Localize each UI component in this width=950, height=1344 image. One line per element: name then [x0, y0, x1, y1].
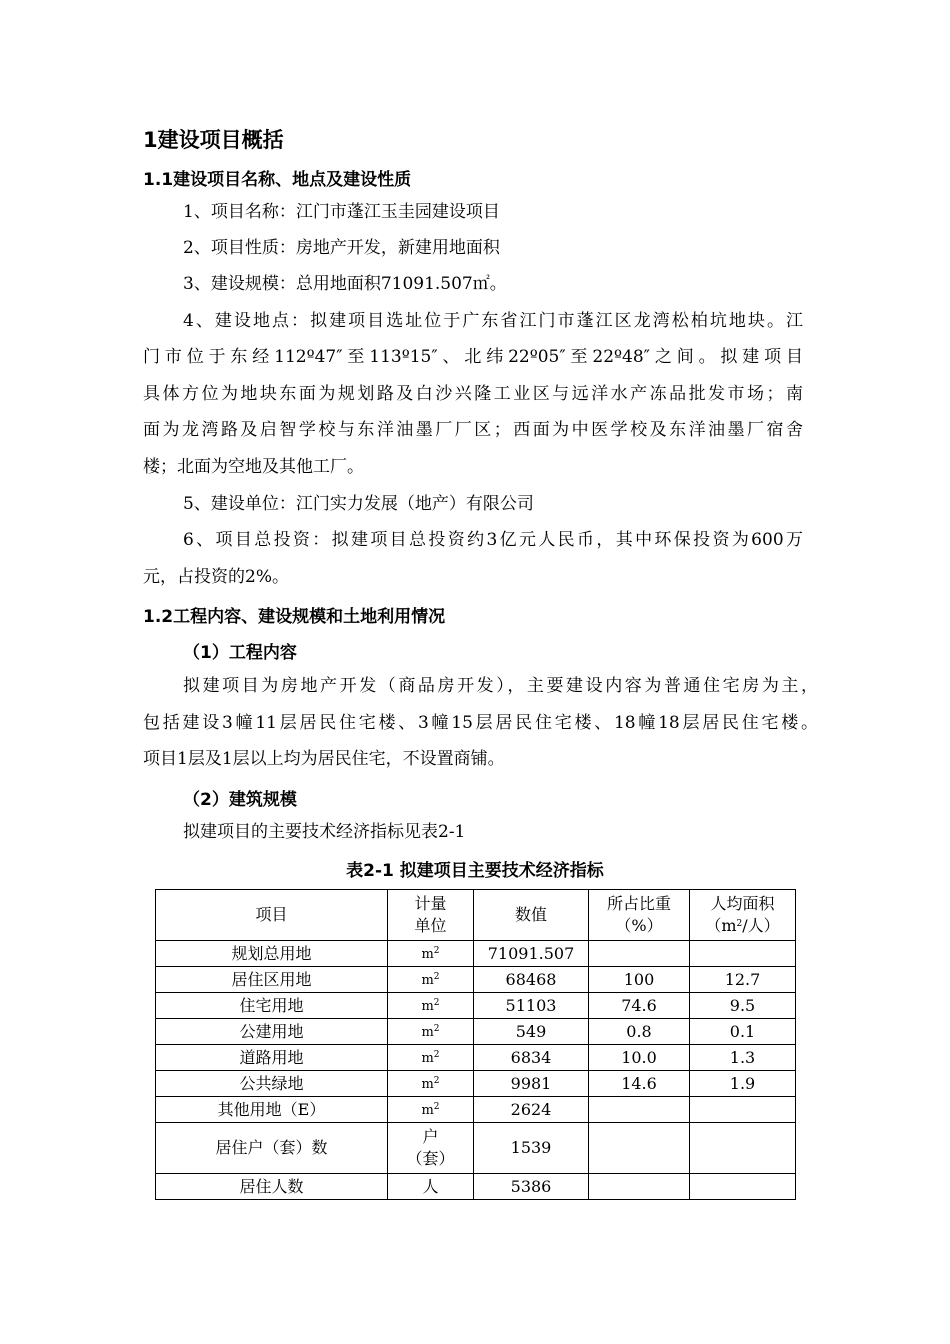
cell-unit-sup: 2	[433, 945, 440, 956]
cell-value: 549	[474, 1019, 589, 1045]
header-ratio-line1: 所占比重	[606, 894, 671, 913]
cell-ratio	[589, 941, 690, 967]
cell-item: 公建用地	[156, 1019, 388, 1045]
cell-unit-sup: 2	[433, 1023, 440, 1034]
table-row	[156, 941, 796, 967]
cell-unit	[388, 1071, 474, 1097]
table-row	[156, 967, 796, 993]
body-line: 楼；北面为空地及其他工厂。	[143, 457, 364, 477]
subheading-building-scale: （2）建筑规模	[183, 790, 297, 810]
cell-unit	[388, 993, 474, 1019]
cell-unit-sup: 2	[433, 1049, 440, 1060]
cell-unit	[388, 967, 474, 993]
body-line: 4、建设地点：拟建项目选址位于广东省江门市蓬江区龙湾松柏坑地块。江	[183, 311, 803, 331]
cell-unit-text: m	[421, 1024, 434, 1040]
cell-ratio: 100	[589, 967, 690, 993]
cell-unit-text: m	[421, 998, 434, 1014]
cell-unit-text: m	[421, 1076, 434, 1092]
cell-per-capita: 0.1	[690, 1019, 796, 1045]
cell-value: 2624	[474, 1097, 589, 1123]
cell-unit-text: m	[421, 946, 434, 962]
cell-value: 5386	[474, 1174, 589, 1200]
cell-value: 1539	[474, 1123, 589, 1174]
cell-value: 6834	[474, 1045, 589, 1071]
header-unit-line1: 计量	[414, 894, 447, 913]
header-unit-line2: 单位	[414, 916, 447, 935]
cell-ratio	[589, 1174, 690, 1200]
cell-unit: 人	[388, 1174, 474, 1200]
table-row	[156, 1174, 796, 1200]
cell-per-capita	[690, 1097, 796, 1123]
cell-unit-text: m	[421, 1050, 434, 1066]
cell-unit	[388, 1045, 474, 1071]
cell-unit	[388, 1123, 474, 1174]
cell-unit-sup: 2	[433, 971, 440, 982]
cell-item: 公共绿地	[156, 1071, 388, 1097]
cell-item: 规划总用地	[156, 941, 388, 967]
header-per-capita-line1: 人均面积	[710, 894, 775, 913]
cell-item: 居住区用地	[156, 967, 388, 993]
header-per-capita-unit-suffix: /人）	[742, 916, 780, 935]
table-header-row	[156, 890, 796, 941]
body-line: 2、项目性质：房地产开发，新建用地面积	[183, 238, 500, 258]
table-row	[156, 1097, 796, 1123]
table-row	[156, 1123, 796, 1174]
cell-value: 68468	[474, 967, 589, 993]
cell-ratio: 10.0	[589, 1045, 690, 1071]
cell-unit-sup: 2	[433, 1101, 440, 1112]
cell-value: 51103	[474, 993, 589, 1019]
cell-ratio	[589, 1097, 690, 1123]
table-row	[156, 993, 796, 1019]
table-row	[156, 1045, 796, 1071]
header-ratio-line2: （%）	[615, 916, 663, 935]
body-line: 拟建项目为房地产开发（商品房开发），主要建设内容为普通住宅房为主，	[183, 676, 818, 696]
cell-ratio	[589, 1123, 690, 1174]
header-value: 数值	[474, 890, 589, 941]
cell-item: 居住人数	[156, 1174, 388, 1200]
body-line: 面为龙湾路及启智学校与东洋油墨厂厂区；西面为中医学校及东洋油墨厂宿舍	[143, 420, 803, 440]
cell-unit	[388, 1019, 474, 1045]
cell-unit-line2: （套）	[406, 1149, 455, 1168]
chapter-heading: 1建设项目概括	[143, 128, 284, 152]
body-line: 1、项目名称：江门市蓬江玉圭园建设项目	[183, 202, 500, 222]
body-line: 项目1层及1层以上均为居民住宅，不设置商铺。	[143, 749, 505, 769]
header-ratio	[589, 890, 690, 941]
cell-value: 9981	[474, 1071, 589, 1097]
body-line: 6、项目总投资：拟建项目总投资约3亿元人民币，其中环保投资为600万	[183, 530, 803, 550]
table-row	[156, 1019, 796, 1045]
table-caption: 表2-1 拟建项目主要技术经济指标	[346, 861, 604, 881]
body-line: 5、建设单位：江门实力发展（地产）有限公司	[183, 494, 534, 514]
body-line: 包括建设3幢11层居民住宅楼、3幢15层居民住宅楼、18幢18层居民住宅楼。	[143, 713, 818, 733]
cell-per-capita: 1.3	[690, 1045, 796, 1071]
cell-unit-text: m	[421, 972, 434, 988]
cell-unit	[388, 941, 474, 967]
cell-per-capita: 12.7	[690, 967, 796, 993]
cell-ratio: 14.6	[589, 1071, 690, 1097]
cell-per-capita	[690, 1123, 796, 1174]
header-per-capita-line2	[690, 915, 795, 937]
cell-value: 71091.507	[474, 941, 589, 967]
body-line: 拟建项目的主要技术经济指标见表2-1	[183, 822, 466, 842]
table-row	[156, 1071, 796, 1097]
cell-ratio: 0.8	[589, 1019, 690, 1045]
header-unit	[388, 890, 474, 941]
cell-unit-text: m	[421, 1102, 434, 1118]
header-per-capita-sup: 2	[736, 919, 743, 929]
cell-item: 住宅用地	[156, 993, 388, 1019]
cell-per-capita	[690, 941, 796, 967]
cell-per-capita: 9.5	[690, 993, 796, 1019]
cell-unit-sup: 2	[433, 1075, 440, 1086]
subheading-engineering-content: （1）工程内容	[183, 643, 297, 663]
header-per-capita	[690, 890, 796, 941]
body-line: 门市位于东经112º47″至113º15″、北纬22º05″至22º48″之间。拟建项目	[143, 347, 803, 367]
header-item: 项目	[156, 890, 388, 941]
body-line: 具体方位为地块东面为规划路及白沙兴隆工业区与远洋水产冻品批发市场；南	[143, 384, 803, 404]
cell-unit-sup: 2	[433, 997, 440, 1008]
header-per-capita-unit: （m	[705, 916, 737, 935]
cell-item: 居住户（套）数	[156, 1123, 388, 1174]
body-line: 元，占投资的2%。	[143, 567, 289, 587]
body-line: 3、建设规模：总用地面积71091.507㎡。	[183, 274, 507, 294]
section-heading-1-2: 1.2工程内容、建设规模和土地利用情况	[143, 607, 446, 627]
section-heading-1-1: 1.1建设项目名称、地点及建设性质	[143, 170, 412, 190]
cell-item: 其他用地（E）	[156, 1097, 388, 1123]
cell-per-capita	[690, 1174, 796, 1200]
cell-unit-line1: 户	[422, 1127, 439, 1146]
cell-per-capita: 1.9	[690, 1071, 796, 1097]
cell-unit	[388, 1097, 474, 1123]
technical-indicators-table	[155, 889, 796, 1200]
cell-item: 道路用地	[156, 1045, 388, 1071]
cell-ratio: 74.6	[589, 993, 690, 1019]
